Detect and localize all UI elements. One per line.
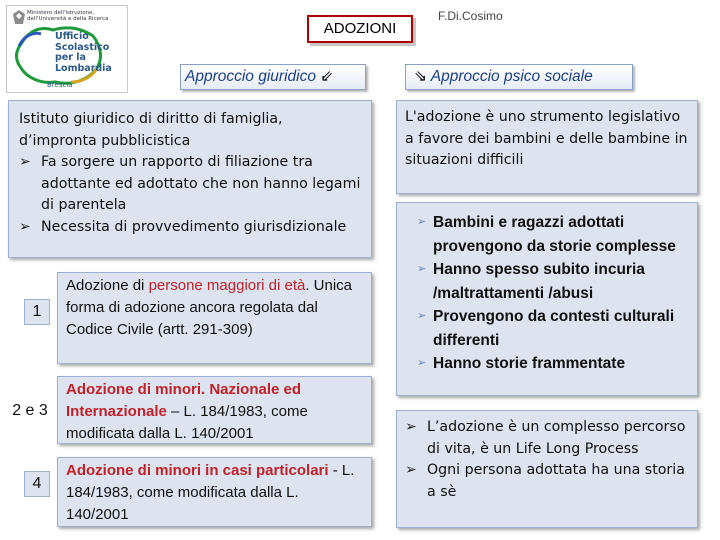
highlight-text: Nazionale ed Internazionale <box>66 381 302 420</box>
type-number-badge: 1 <box>24 299 50 325</box>
arrow-down-right-icon: ⇘ <box>414 68 427 85</box>
list-item: ➢ Provengono da contesti culturali differenti <box>403 305 691 352</box>
list-item: ➢ Hanno spesso subito incuria /maltrattamenti /abusi <box>403 258 691 305</box>
republic-emblem-icon <box>13 10 25 24</box>
highlight-text: persone maggiori di età <box>148 277 306 294</box>
header-legal-label: Approccio giuridico <box>185 68 316 85</box>
list-item: ➢ Hanno storie frammentate <box>403 352 691 376</box>
ministry-text: Ministero dell'Istruzione, dell'Università e della Ricerca <box>27 10 109 22</box>
slide-title: ADOZIONI <box>307 15 413 43</box>
office-name: Ufficio Scolastico per la Lombardia <box>55 31 112 74</box>
author-label: F.Di.Cosimo <box>438 9 503 23</box>
office-city: Brescia <box>47 81 73 89</box>
header-psycho-label: Approccio psico sociale <box>430 68 593 85</box>
list-item: ➢ L’adozione è un complesso percorso di vita, è un Life Long Process <box>405 419 686 457</box>
psycho-intro: L'adozione è uno strumento legislativo a favore dei bambini e delle bambine in situazioni difficili <box>405 109 688 168</box>
arrow-down-left-icon: ⇙ <box>320 68 334 85</box>
header-psycho-social-approach <box>405 64 633 90</box>
list-item: ➢ Necessita di provvedimento giurisdizionale <box>19 217 361 239</box>
arrow-bullet-icon: ➢ <box>405 419 417 435</box>
children-characteristics-panel <box>396 202 698 396</box>
legal-intro: Istituto giuridico di diritto di famiglia, d’impronta pubblicistica <box>19 111 283 149</box>
arrow-bullet-icon: ➢ <box>19 218 31 235</box>
usr-lombardia-logo <box>6 5 128 93</box>
adoption-type-adults: Adozione di persone maggiori di età. Unica forma di adozione ancora regolata dal Codice Civile (artt. 291-309) <box>57 272 372 364</box>
header-legal-approach <box>180 64 366 90</box>
psycho-social-intro-panel <box>396 100 698 194</box>
highlight-text: Adozione di minori in casi particolari <box>66 462 329 479</box>
type-number-badge: 2 e 3 <box>12 402 48 419</box>
adoption-type-minors: Adozione di minori. Nazionale ed Internazionale – L. 184/1983, come modificata dalla L. 140/2001 <box>57 376 372 444</box>
legal-bullets <box>19 152 361 238</box>
list-item: ➢ Ogni persona adottata ha una storia a sè <box>405 462 685 500</box>
arrow-bullet-icon: ➢ <box>417 310 427 322</box>
arrow-bullet-icon: ➢ <box>19 154 31 170</box>
arrow-bullet-icon: ➢ <box>417 263 427 275</box>
arrow-bullet-icon: ➢ <box>417 216 427 228</box>
list-item: ➢ Bambini e ragazzi adottati provengono da storie complesse <box>403 211 691 258</box>
arrow-bullet-icon: ➢ <box>417 357 427 369</box>
list-item: ➢ Fa sorgere un rapporto di filiazione tra adottante ed adottato che non hanno legami di parentela <box>19 154 361 213</box>
life-long-process-panel <box>396 410 698 528</box>
type-number-badge: 4 <box>24 471 50 497</box>
legal-definition-panel <box>8 100 372 258</box>
arrow-bullet-icon: ➢ <box>405 462 417 478</box>
adoption-type-special-cases: Adozione di minori in casi particolari - L. 184/1983, come modificata dalla L. 140/2001 <box>57 457 372 527</box>
